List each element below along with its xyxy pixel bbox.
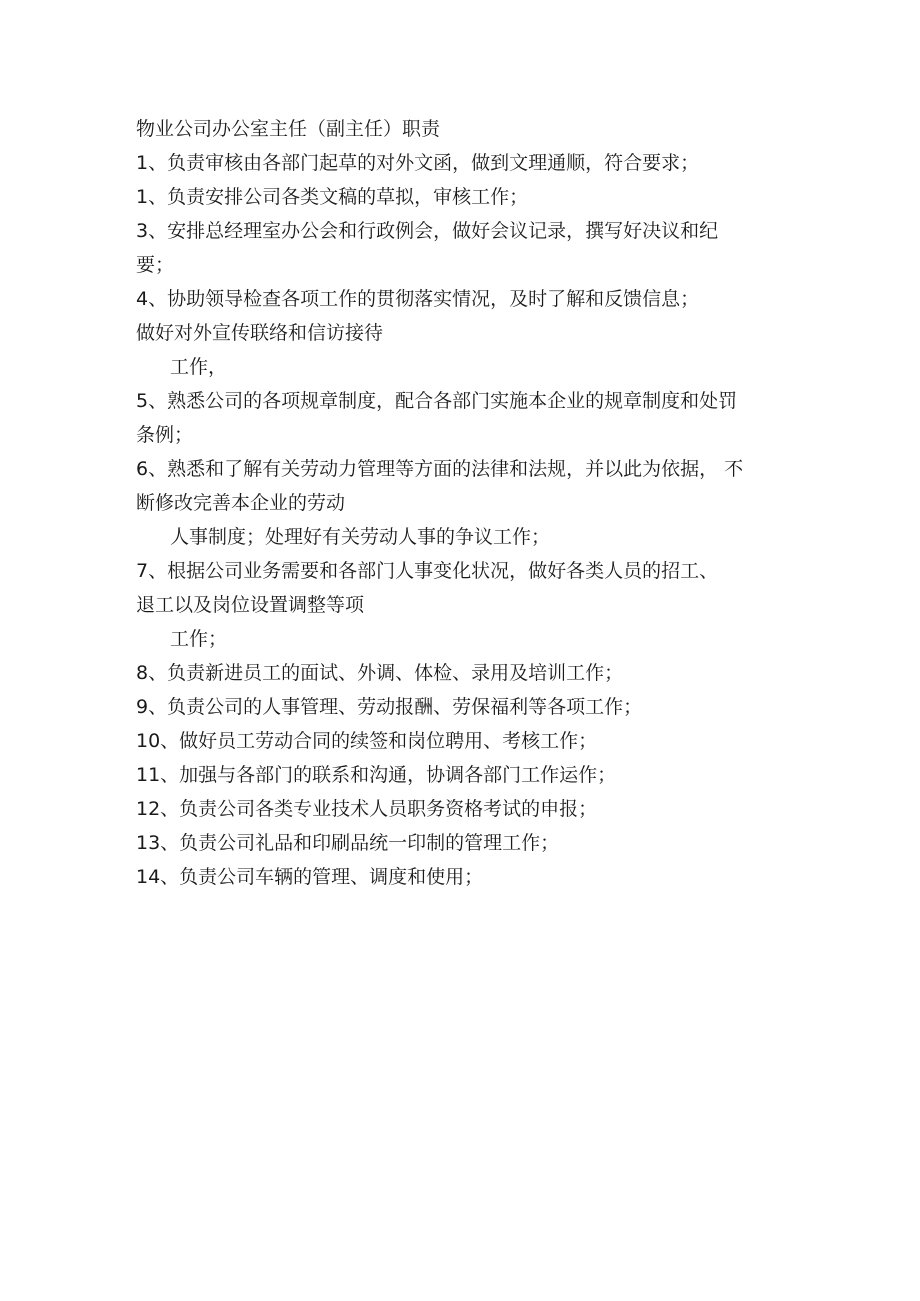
duty-line: 12、负责公司各类专业技术人员职务资格考试的申报； xyxy=(136,798,598,820)
duty-line: 7、根据公司业务需要和各部门人事变化状况，做好各类人员的招工、 xyxy=(136,560,719,582)
duty-line: 3、安排总经理室办公会和行政例会，做好会议记录，撰写好决议和纪 xyxy=(136,220,719,242)
duty-line: 9、负责公司的人事管理、劳动报酬、劳保福利等各项工作； xyxy=(136,696,643,718)
duty-line: 要； xyxy=(136,254,175,276)
document-title: 物业公司办公室主任（副主任）职责 xyxy=(136,118,441,140)
duty-line: 8、负责新进员工的面试、外调、体检、录用及培训工作； xyxy=(136,662,624,684)
duty-line: 14、负责公司车辆的管理、调度和使用； xyxy=(136,866,484,888)
duty-line: 1、负责审核由各部门起草的对外文函，做到文理通顺，符合要求； xyxy=(136,152,700,174)
duty-line: 5、熟悉公司的各项规章制度，配合各部门实施本企业的规章制度和处罚 xyxy=(136,390,738,412)
document-body xyxy=(136,112,786,894)
duty-line: 4、协助领导检查各项工作的贯彻落实情况，及时了解和反馈信息； xyxy=(136,288,700,310)
duty-line: 1、负责安排公司各类文稿的草拟，审核工作； xyxy=(136,186,529,208)
duty-line: 退工以及岗位设置调整等项 xyxy=(136,594,365,616)
duty-line: 断修改完善本企业的劳动 xyxy=(136,492,346,514)
duty-line: 13、负责公司礼品和印刷品统一印制的管理工作； xyxy=(136,832,560,854)
duty-line-indented: 工作； xyxy=(170,628,228,650)
duty-line: 做好对外宣传联络和信访接待 xyxy=(136,322,384,344)
duty-line: 条例； xyxy=(136,424,194,446)
duty-line-indented: 人事制度；处理好有关劳动人事的争议工作； xyxy=(170,526,551,548)
duty-line: 11、加强与各部门的联系和沟通，协调各部门工作运作； xyxy=(136,764,617,786)
duty-line: 10、做好员工劳动合同的续签和岗位聘用、考核工作； xyxy=(136,730,598,752)
duty-line-indented: 工作， xyxy=(170,356,228,378)
duty-line: 6、熟悉和了解有关劳动力管理等方面的法律和法规，并以此为依据， 不 xyxy=(136,458,744,480)
